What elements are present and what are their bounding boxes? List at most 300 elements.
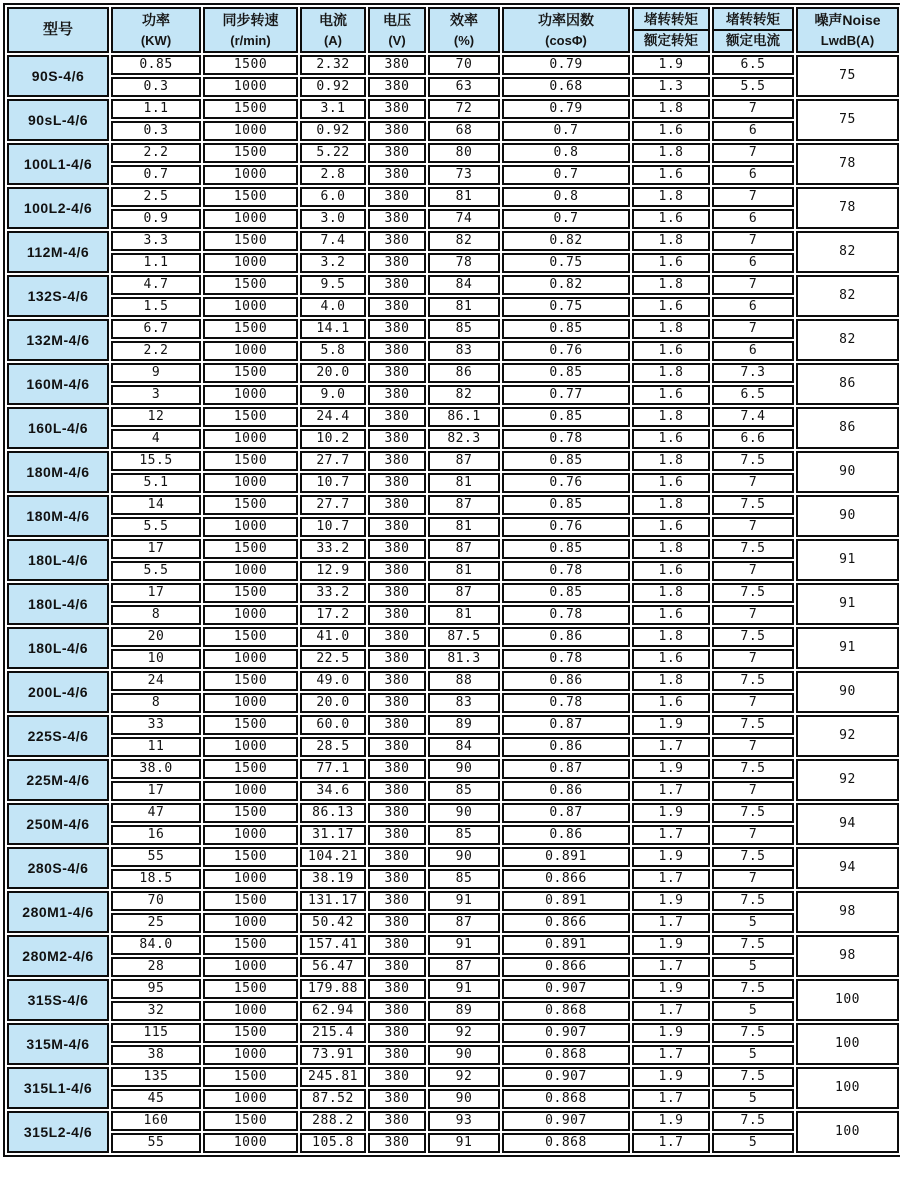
speed-cell: 1500 xyxy=(203,583,298,603)
voltage-cell: 380 xyxy=(368,891,426,911)
current-ratio-cell: 7 xyxy=(712,605,794,625)
model-cell: 132S-4/6 xyxy=(7,275,109,317)
noise-cell: 86 xyxy=(796,407,899,449)
torque-ratio-cell: 1.7 xyxy=(632,1001,710,1021)
voltage-cell: 380 xyxy=(368,187,426,207)
speed-cell: 1500 xyxy=(203,979,298,999)
power-factor-cell: 0.891 xyxy=(502,935,630,955)
current-cell: 2.8 xyxy=(300,165,366,185)
current-ratio-cell: 7.5 xyxy=(712,715,794,735)
power-cell: 47 xyxy=(111,803,201,823)
current-cell: 3.0 xyxy=(300,209,366,229)
torque-ratio-cell: 1.6 xyxy=(632,165,710,185)
efficiency-cell: 89 xyxy=(428,1001,500,1021)
efficiency-cell: 72 xyxy=(428,99,500,119)
noise-cell: 100 xyxy=(796,1023,899,1065)
spec-table-body xyxy=(7,55,899,1153)
spec-row-1500rpm xyxy=(7,803,899,823)
col-header-efficiency xyxy=(428,7,500,53)
power-cell: 2.5 xyxy=(111,187,201,207)
spec-row-1000rpm xyxy=(7,737,899,757)
spec-row-1500rpm xyxy=(7,847,899,867)
power-factor-cell: 0.78 xyxy=(502,693,630,713)
power-cell: 3 xyxy=(111,385,201,405)
torque-ratio-cell: 1.9 xyxy=(632,847,710,867)
noise-cell: 94 xyxy=(796,803,899,845)
torque-ratio-cell: 1.8 xyxy=(632,275,710,295)
efficiency-cell: 92 xyxy=(428,1023,500,1043)
col-header-speed-label: 同步转速 xyxy=(222,12,279,28)
voltage-cell: 380 xyxy=(368,363,426,383)
model-cell: 180M-4/6 xyxy=(7,451,109,493)
torque-ratio-cell: 1.6 xyxy=(632,517,710,537)
spec-row-1000rpm xyxy=(7,781,899,801)
current-cell: 288.2 xyxy=(300,1111,366,1131)
power-factor-cell: 0.77 xyxy=(502,385,630,405)
noise-cell: 86 xyxy=(796,363,899,405)
model-cell: 315S-4/6 xyxy=(7,979,109,1021)
power-cell: 0.3 xyxy=(111,77,201,97)
current-cell: 104.21 xyxy=(300,847,366,867)
efficiency-cell: 87.5 xyxy=(428,627,500,647)
efficiency-cell: 87 xyxy=(428,583,500,603)
power-factor-cell: 0.86 xyxy=(502,825,630,845)
voltage-cell: 380 xyxy=(368,869,426,889)
power-cell: 12 xyxy=(111,407,201,427)
speed-cell: 1500 xyxy=(203,363,298,383)
speed-cell: 1000 xyxy=(203,1045,298,1065)
spec-row-1500rpm xyxy=(7,495,899,515)
power-cell: 5.5 xyxy=(111,517,201,537)
power-factor-cell: 0.907 xyxy=(502,979,630,999)
locked-torque-numerator: 堵转转矩 xyxy=(634,10,708,31)
power-cell: 70 xyxy=(111,891,201,911)
speed-cell: 1000 xyxy=(203,1001,298,1021)
current-ratio-cell: 7 xyxy=(712,737,794,757)
torque-ratio-cell: 1.6 xyxy=(632,693,710,713)
current-ratio-cell: 7.5 xyxy=(712,1111,794,1131)
speed-cell: 1500 xyxy=(203,231,298,251)
noise-cell: 90 xyxy=(796,451,899,493)
current-cell: 3.2 xyxy=(300,253,366,273)
spec-row-1000rpm xyxy=(7,561,899,581)
power-factor-cell: 0.8 xyxy=(502,187,630,207)
torque-ratio-cell: 1.8 xyxy=(632,451,710,471)
noise-cell: 78 xyxy=(796,187,899,229)
noise-cell: 98 xyxy=(796,891,899,933)
spec-row-1500rpm xyxy=(7,187,899,207)
efficiency-cell: 86 xyxy=(428,363,500,383)
model-cell: 180L-4/6 xyxy=(7,627,109,669)
power-cell: 6.7 xyxy=(111,319,201,339)
power-cell: 17 xyxy=(111,781,201,801)
spec-row-1500rpm xyxy=(7,627,899,647)
power-factor-cell: 0.85 xyxy=(502,495,630,515)
current-ratio-cell: 7.5 xyxy=(712,1023,794,1043)
voltage-cell: 380 xyxy=(368,143,426,163)
speed-cell: 1500 xyxy=(203,495,298,515)
current-ratio-cell: 7.5 xyxy=(712,979,794,999)
efficiency-cell: 91 xyxy=(428,891,500,911)
torque-ratio-cell: 1.6 xyxy=(632,473,710,493)
current-cell: 5.8 xyxy=(300,341,366,361)
speed-cell: 1500 xyxy=(203,935,298,955)
power-cell: 5.1 xyxy=(111,473,201,493)
efficiency-cell: 87 xyxy=(428,451,500,471)
col-header-noise-unit: LwdB(A) xyxy=(820,33,875,48)
power-cell: 32 xyxy=(111,1001,201,1021)
voltage-cell: 380 xyxy=(368,297,426,317)
torque-ratio-cell: 1.9 xyxy=(632,1067,710,1087)
power-cell: 1.1 xyxy=(111,253,201,273)
power-factor-cell: 0.85 xyxy=(502,319,630,339)
col-header-voltage-label: 电压 xyxy=(383,12,411,28)
efficiency-cell: 85 xyxy=(428,781,500,801)
voltage-cell: 380 xyxy=(368,451,426,471)
power-factor-cell: 0.76 xyxy=(502,341,630,361)
voltage-cell: 380 xyxy=(368,1067,426,1087)
efficiency-cell: 82 xyxy=(428,385,500,405)
speed-cell: 1000 xyxy=(203,473,298,493)
torque-ratio-cell: 1.9 xyxy=(632,935,710,955)
voltage-cell: 380 xyxy=(368,781,426,801)
voltage-cell: 380 xyxy=(368,253,426,273)
efficiency-cell: 90 xyxy=(428,847,500,867)
current-ratio-cell: 6 xyxy=(712,297,794,317)
col-header-speed-unit: (r/min) xyxy=(230,33,271,48)
spec-row-1500rpm xyxy=(7,583,899,603)
efficiency-cell: 91 xyxy=(428,1133,500,1153)
voltage-cell: 380 xyxy=(368,539,426,559)
model-cell: 250M-4/6 xyxy=(7,803,109,845)
torque-ratio-cell: 1.8 xyxy=(632,671,710,691)
power-factor-cell: 0.866 xyxy=(502,913,630,933)
power-cell: 84.0 xyxy=(111,935,201,955)
current-cell: 0.92 xyxy=(300,77,366,97)
voltage-cell: 380 xyxy=(368,385,426,405)
torque-ratio-cell: 1.8 xyxy=(632,99,710,119)
current-cell: 12.9 xyxy=(300,561,366,581)
current-ratio-cell: 6 xyxy=(712,341,794,361)
voltage-cell: 380 xyxy=(368,429,426,449)
power-cell: 0.7 xyxy=(111,165,201,185)
current-ratio-cell: 7 xyxy=(712,781,794,801)
spec-row-1000rpm xyxy=(7,1045,899,1065)
speed-cell: 1500 xyxy=(203,847,298,867)
torque-ratio-cell: 1.9 xyxy=(632,759,710,779)
col-header-locked-current-ratio xyxy=(712,7,794,53)
power-cell: 17 xyxy=(111,539,201,559)
voltage-cell: 380 xyxy=(368,737,426,757)
voltage-cell: 380 xyxy=(368,1133,426,1153)
current-cell: 20.0 xyxy=(300,693,366,713)
spec-row-1000rpm xyxy=(7,341,899,361)
current-cell: 33.2 xyxy=(300,583,366,603)
voltage-cell: 380 xyxy=(368,1023,426,1043)
torque-ratio-cell: 1.6 xyxy=(632,341,710,361)
noise-cell: 92 xyxy=(796,715,899,757)
power-factor-cell: 0.7 xyxy=(502,165,630,185)
current-cell: 24.4 xyxy=(300,407,366,427)
current-ratio-cell: 7.5 xyxy=(712,803,794,823)
spec-row-1500rpm xyxy=(7,231,899,251)
power-factor-cell: 0.85 xyxy=(502,583,630,603)
current-ratio-cell: 7.5 xyxy=(712,671,794,691)
power-cell: 25 xyxy=(111,913,201,933)
noise-cell: 91 xyxy=(796,583,899,625)
efficiency-cell: 92 xyxy=(428,1067,500,1087)
torque-ratio-cell: 1.9 xyxy=(632,715,710,735)
efficiency-cell: 91 xyxy=(428,979,500,999)
speed-cell: 1500 xyxy=(203,891,298,911)
locked-torque-denominator: 额定转矩 xyxy=(644,33,698,48)
power-cell: 24 xyxy=(111,671,201,691)
speed-cell: 1000 xyxy=(203,737,298,757)
current-ratio-cell: 7.5 xyxy=(712,847,794,867)
torque-ratio-cell: 1.8 xyxy=(632,407,710,427)
model-cell: 100L2-4/6 xyxy=(7,187,109,229)
power-factor-cell: 0.87 xyxy=(502,715,630,735)
voltage-cell: 380 xyxy=(368,935,426,955)
current-ratio-cell: 5 xyxy=(712,957,794,977)
noise-cell: 78 xyxy=(796,143,899,185)
power-factor-cell: 0.891 xyxy=(502,847,630,867)
current-cell: 73.91 xyxy=(300,1045,366,1065)
current-ratio-cell: 6.5 xyxy=(712,385,794,405)
power-factor-cell: 0.866 xyxy=(502,869,630,889)
power-factor-cell: 0.75 xyxy=(502,297,630,317)
spec-row-1500rpm xyxy=(7,1023,899,1043)
spec-row-1000rpm xyxy=(7,121,899,141)
speed-cell: 1000 xyxy=(203,957,298,977)
current-cell: 33.2 xyxy=(300,539,366,559)
power-cell: 11 xyxy=(111,737,201,757)
power-factor-cell: 0.907 xyxy=(502,1067,630,1087)
speed-cell: 1500 xyxy=(203,539,298,559)
model-cell: 180L-4/6 xyxy=(7,539,109,581)
model-cell: 315M-4/6 xyxy=(7,1023,109,1065)
power-factor-cell: 0.868 xyxy=(502,1001,630,1021)
col-header-speed xyxy=(203,7,298,53)
power-factor-cell: 0.7 xyxy=(502,121,630,141)
current-cell: 38.19 xyxy=(300,869,366,889)
current-cell: 28.5 xyxy=(300,737,366,757)
power-factor-cell: 0.907 xyxy=(502,1023,630,1043)
power-factor-cell: 0.86 xyxy=(502,627,630,647)
spec-row-1500rpm xyxy=(7,55,899,75)
spec-row-1000rpm xyxy=(7,693,899,713)
current-cell: 6.0 xyxy=(300,187,366,207)
model-cell: 90sL-4/6 xyxy=(7,99,109,141)
current-cell: 60.0 xyxy=(300,715,366,735)
efficiency-cell: 78 xyxy=(428,253,500,273)
power-factor-cell: 0.82 xyxy=(502,231,630,251)
current-cell: 245.81 xyxy=(300,1067,366,1087)
power-factor-cell: 0.75 xyxy=(502,253,630,273)
current-cell: 56.47 xyxy=(300,957,366,977)
efficiency-cell: 87 xyxy=(428,539,500,559)
efficiency-cell: 81.3 xyxy=(428,649,500,669)
current-ratio-cell: 6.5 xyxy=(712,55,794,75)
spec-row-1000rpm xyxy=(7,517,899,537)
efficiency-cell: 85 xyxy=(428,825,500,845)
torque-ratio-cell: 1.9 xyxy=(632,1111,710,1131)
voltage-cell: 380 xyxy=(368,649,426,669)
torque-ratio-cell: 1.8 xyxy=(632,583,710,603)
power-factor-cell: 0.68 xyxy=(502,77,630,97)
power-factor-cell: 0.87 xyxy=(502,803,630,823)
spec-row-1000rpm xyxy=(7,1133,899,1153)
efficiency-cell: 63 xyxy=(428,77,500,97)
model-cell: 225M-4/6 xyxy=(7,759,109,801)
motor-spec-table xyxy=(3,3,900,1157)
col-header-model xyxy=(7,7,109,53)
spec-row-1500rpm xyxy=(7,1111,899,1131)
voltage-cell: 380 xyxy=(368,825,426,845)
power-cell: 0.9 xyxy=(111,209,201,229)
power-cell: 16 xyxy=(111,825,201,845)
col-header-noise-label: 噪声Noise xyxy=(814,12,881,28)
torque-ratio-cell: 1.6 xyxy=(632,121,710,141)
voltage-cell: 380 xyxy=(368,913,426,933)
speed-cell: 1500 xyxy=(203,143,298,163)
spec-row-1500rpm xyxy=(7,143,899,163)
power-factor-cell: 0.868 xyxy=(502,1089,630,1109)
power-cell: 160 xyxy=(111,1111,201,1131)
noise-cell: 98 xyxy=(796,935,899,977)
speed-cell: 1500 xyxy=(203,1067,298,1087)
efficiency-cell: 93 xyxy=(428,1111,500,1131)
torque-ratio-cell: 1.8 xyxy=(632,231,710,251)
power-cell: 8 xyxy=(111,693,201,713)
voltage-cell: 380 xyxy=(368,693,426,713)
model-cell: 280S-4/6 xyxy=(7,847,109,889)
current-ratio-cell: 7 xyxy=(712,693,794,713)
voltage-cell: 380 xyxy=(368,407,426,427)
voltage-cell: 380 xyxy=(368,77,426,97)
spec-row-1500rpm xyxy=(7,715,899,735)
voltage-cell: 380 xyxy=(368,1001,426,1021)
current-ratio-cell: 7 xyxy=(712,319,794,339)
current-ratio-cell: 5.5 xyxy=(712,77,794,97)
torque-ratio-cell: 1.8 xyxy=(632,319,710,339)
current-ratio-cell: 7 xyxy=(712,473,794,493)
torque-ratio-cell: 1.6 xyxy=(632,209,710,229)
power-cell: 2.2 xyxy=(111,341,201,361)
power-factor-cell: 0.7 xyxy=(502,209,630,229)
noise-cell: 82 xyxy=(796,231,899,273)
current-cell: 179.88 xyxy=(300,979,366,999)
current-ratio-cell: 6 xyxy=(712,165,794,185)
spec-row-1000rpm xyxy=(7,165,899,185)
current-ratio-cell: 5 xyxy=(712,1133,794,1153)
spec-row-1000rpm xyxy=(7,209,899,229)
efficiency-cell: 90 xyxy=(428,803,500,823)
noise-cell: 91 xyxy=(796,539,899,581)
power-cell: 17 xyxy=(111,583,201,603)
power-cell: 28 xyxy=(111,957,201,977)
efficiency-cell: 80 xyxy=(428,143,500,163)
current-ratio-cell: 6 xyxy=(712,209,794,229)
torque-ratio-cell: 1.6 xyxy=(632,561,710,581)
col-header-current-label: 电流 xyxy=(319,12,347,28)
efficiency-cell: 68 xyxy=(428,121,500,141)
spec-row-1500rpm xyxy=(7,891,899,911)
current-cell: 17.2 xyxy=(300,605,366,625)
torque-ratio-cell: 1.6 xyxy=(632,253,710,273)
power-factor-cell: 0.76 xyxy=(502,473,630,493)
power-factor-cell: 0.82 xyxy=(502,275,630,295)
efficiency-cell: 82.3 xyxy=(428,429,500,449)
spec-row-1000rpm xyxy=(7,957,899,977)
current-ratio-cell: 5 xyxy=(712,1001,794,1021)
model-cell: 100L1-4/6 xyxy=(7,143,109,185)
power-factor-cell: 0.78 xyxy=(502,561,630,581)
power-cell: 1.1 xyxy=(111,99,201,119)
current-ratio-cell: 7 xyxy=(712,275,794,295)
power-cell: 9 xyxy=(111,363,201,383)
efficiency-cell: 89 xyxy=(428,715,500,735)
torque-ratio-cell: 1.7 xyxy=(632,957,710,977)
voltage-cell: 380 xyxy=(368,121,426,141)
torque-ratio-cell: 1.9 xyxy=(632,55,710,75)
speed-cell: 1000 xyxy=(203,77,298,97)
model-cell: 280M2-4/6 xyxy=(7,935,109,977)
speed-cell: 1500 xyxy=(203,99,298,119)
spec-row-1000rpm xyxy=(7,605,899,625)
torque-ratio-cell: 1.8 xyxy=(632,187,710,207)
speed-cell: 1500 xyxy=(203,1111,298,1131)
efficiency-cell: 86.1 xyxy=(428,407,500,427)
power-cell: 15.5 xyxy=(111,451,201,471)
power-cell: 0.3 xyxy=(111,121,201,141)
col-header-power-unit: (KW) xyxy=(140,33,172,48)
speed-cell: 1500 xyxy=(203,715,298,735)
power-cell: 115 xyxy=(111,1023,201,1043)
noise-cell: 91 xyxy=(796,627,899,669)
voltage-cell: 380 xyxy=(368,847,426,867)
power-cell: 20 xyxy=(111,627,201,647)
power-cell: 10 xyxy=(111,649,201,669)
model-cell: 280M1-4/6 xyxy=(7,891,109,933)
voltage-cell: 380 xyxy=(368,1089,426,1109)
noise-cell: 100 xyxy=(796,979,899,1021)
efficiency-cell: 90 xyxy=(428,1045,500,1065)
power-factor-cell: 0.85 xyxy=(502,539,630,559)
spec-row-1500rpm xyxy=(7,671,899,691)
col-header-current xyxy=(300,7,366,53)
current-ratio-cell: 6.6 xyxy=(712,429,794,449)
power-factor-cell: 0.907 xyxy=(502,1111,630,1131)
efficiency-cell: 70 xyxy=(428,55,500,75)
efficiency-cell: 85 xyxy=(428,319,500,339)
torque-ratio-cell: 1.9 xyxy=(632,803,710,823)
col-header-power-label: 功率 xyxy=(142,12,170,28)
voltage-cell: 380 xyxy=(368,979,426,999)
current-ratio-cell: 6 xyxy=(712,253,794,273)
col-header-power-factor-unit: (cosΦ) xyxy=(545,33,587,48)
torque-ratio-cell: 1.9 xyxy=(632,979,710,999)
current-cell: 31.17 xyxy=(300,825,366,845)
model-cell: 132M-4/6 xyxy=(7,319,109,361)
speed-cell: 1000 xyxy=(203,781,298,801)
current-cell: 157.41 xyxy=(300,935,366,955)
current-ratio-cell: 7.3 xyxy=(712,363,794,383)
spec-row-1000rpm xyxy=(7,253,899,273)
efficiency-cell: 81 xyxy=(428,297,500,317)
noise-cell: 100 xyxy=(796,1067,899,1109)
speed-cell: 1500 xyxy=(203,759,298,779)
